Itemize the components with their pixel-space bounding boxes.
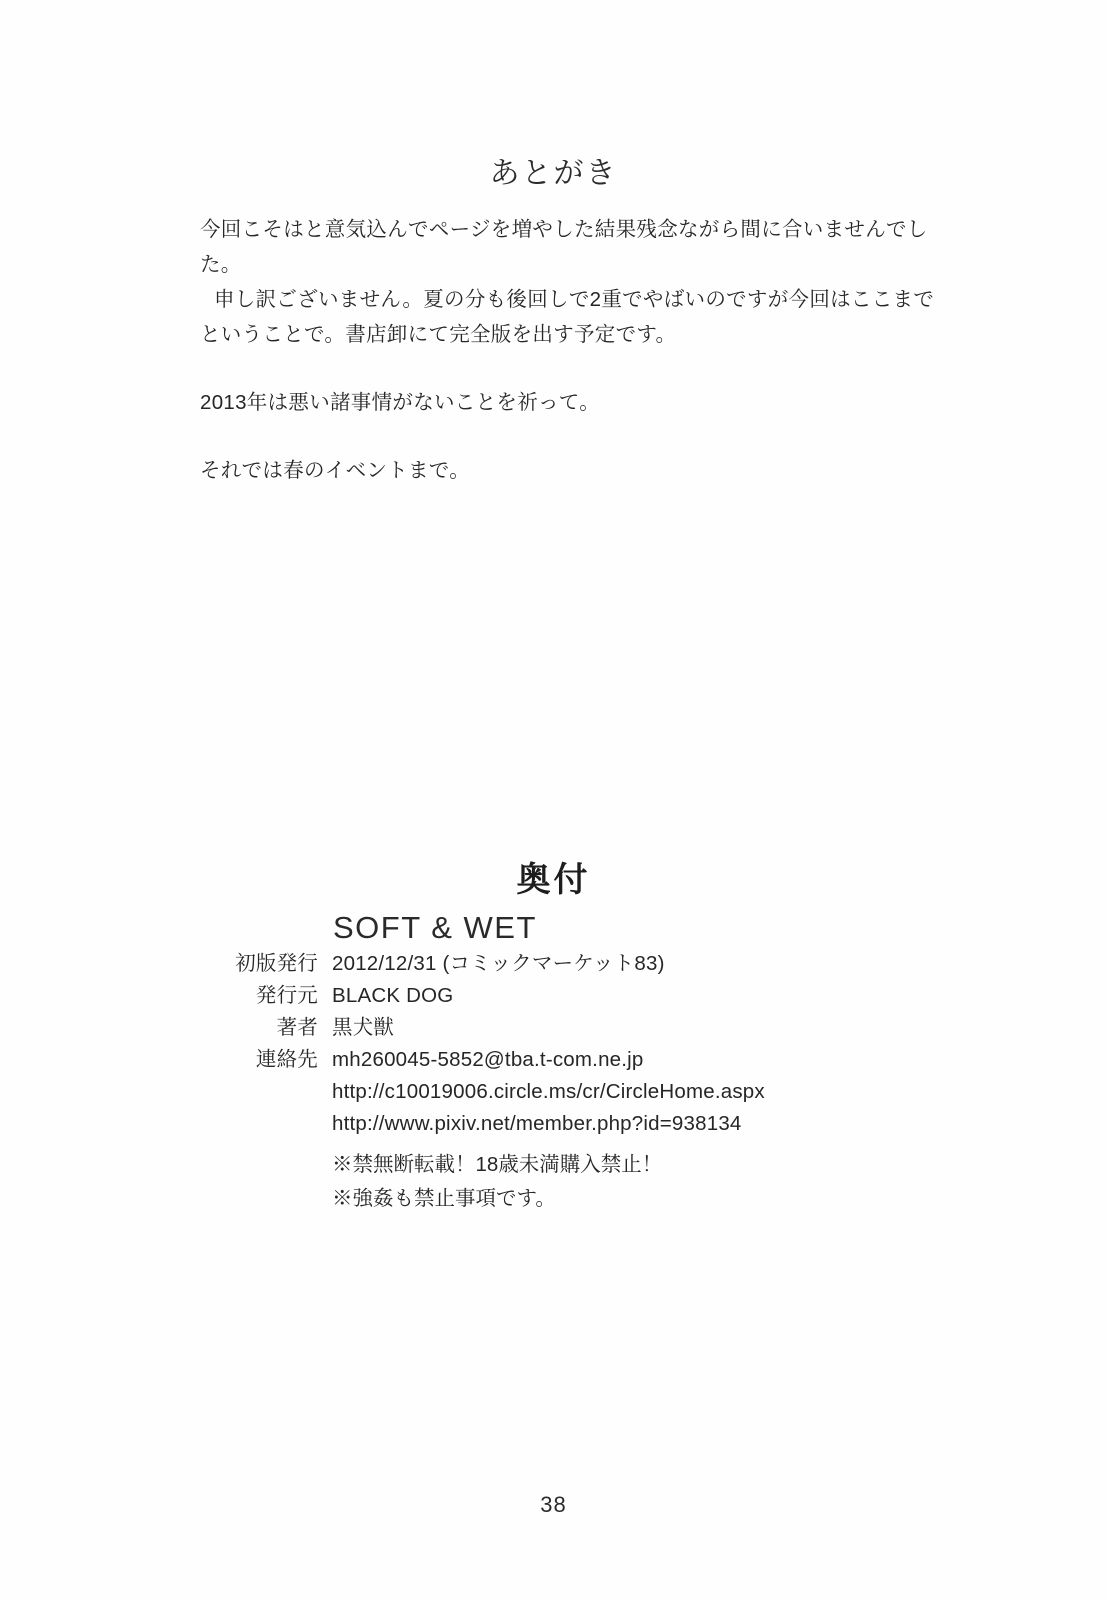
work-title: SOFT & WET [333,910,537,945]
colophon-row [0,948,1107,980]
colophon-row [0,980,1107,1012]
afterword-line-3: ということで。書店卸にて完全版を出す予定です。 [200,323,677,346]
colophon-row [0,1076,1107,1108]
afterword-body [200,212,940,488]
afterword-line-1: 今回こそはと意気込んでページを増やした結果残念ながら間に合いませんでした。 [200,218,928,276]
colophon-value-publisher: BLACK DOG [332,984,454,1007]
colophon-label-contact: 連絡先 [255,1048,318,1071]
colophon-value-publication-date: 2012/12/31 (コミックマーケット83) [332,952,665,975]
colophon-row [0,1044,1107,1076]
colophon-label-empty-2 [0,1108,332,1140]
colophon-note-prohibition: ※強姦も禁止事項です。 [332,1187,556,1210]
colophon-block [0,908,1107,1216]
colophon-label-publisher: 発行元 [255,984,318,1007]
afterword-line-5: それでは春のイベントまで。 [200,459,470,482]
page-number: 38 [540,1492,567,1517]
colophon-row [0,1012,1107,1044]
colophon-value-pixiv-url[interactable]: http://www.pixiv.net/member.php?id=938134 [332,1112,742,1135]
colophon-row [0,1108,1107,1140]
colophon-value-author: 黒犬獣 [332,1016,395,1039]
afterword-line-4: 2013年は悪い諸事情がないことを祈って。 [200,391,600,414]
colophon-label-author: 著者 [276,1016,318,1039]
colophon-heading: 奥付 [516,861,591,899]
afterword-heading: あとがき [489,157,618,190]
colophon-label-empty-1 [0,1076,332,1108]
colophon-value-circle-url[interactable]: http://c10019006.circle.ms/cr/CircleHome.aspx [332,1080,765,1103]
afterword-line-2: 申し訳ございません。夏の分も後回しで2重でやばいのですが今回はここまで [214,288,935,311]
colophon-note-reprint-warning: ※禁無断転載！18歳未満購入禁止！ [332,1153,663,1176]
colophon-value-email[interactable]: mh260045-5852@tba.t-com.ne.jp [332,1048,644,1071]
colophon-label-publication-date: 初版発行 [235,952,318,975]
